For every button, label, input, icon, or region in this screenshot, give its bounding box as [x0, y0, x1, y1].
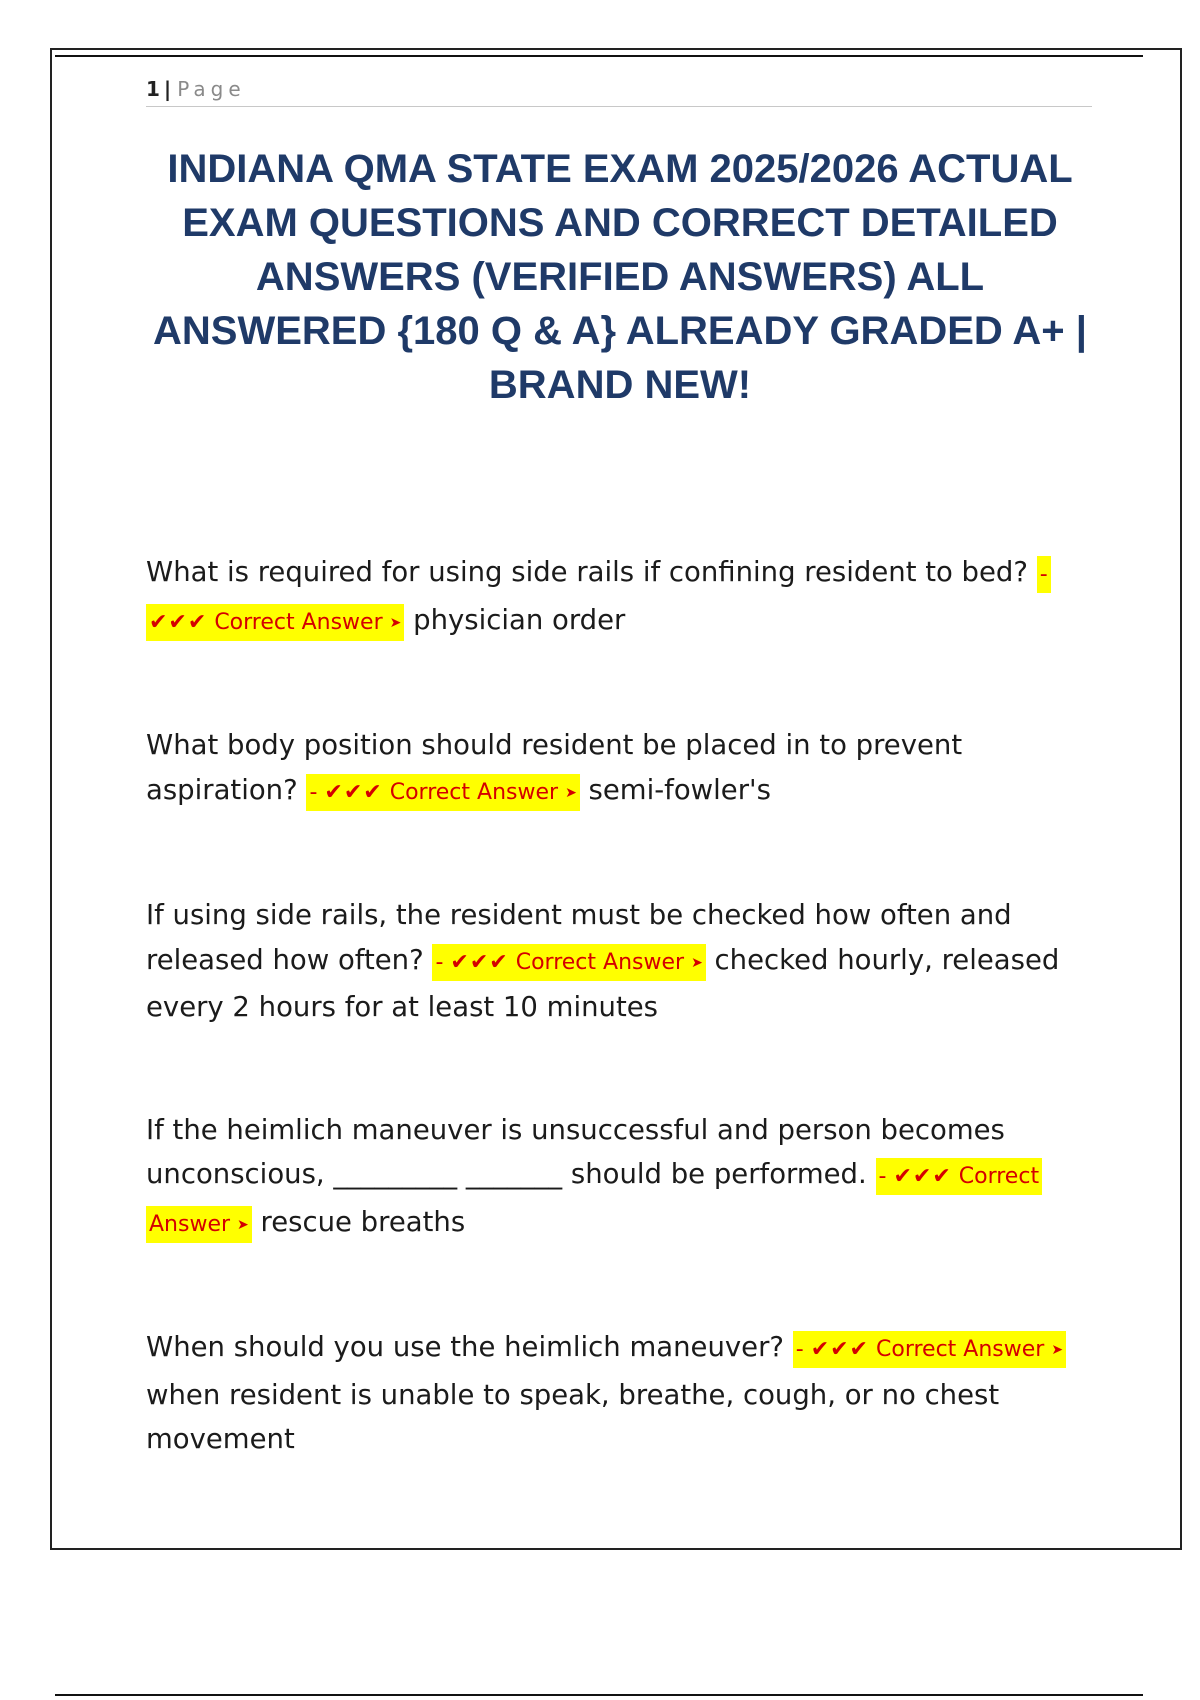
page-number: 1 [146, 77, 160, 101]
qa-item [146, 550, 1096, 645]
correct-answer-marker [793, 1331, 1066, 1368]
answer-text: physician order [413, 603, 626, 636]
page-header [146, 72, 1092, 107]
answer-text: checked hourly, released every 2 hours for at least 10 minutes [146, 943, 1060, 1023]
checkmarks-icon: ✔✔✔ [893, 1164, 952, 1189]
top-rule [55, 55, 1143, 57]
arrow-icon: ➤ [237, 1216, 249, 1233]
page-separator: | [163, 77, 172, 101]
question-text: What is required for using side rails if confining resident to bed? [146, 556, 1028, 588]
arrow-icon: ➤ [1051, 1341, 1064, 1358]
marker-dash: - [878, 1164, 887, 1189]
document-title: INDIANA QMA STATE EXAM 2025/2026 ACTUAL EXAM QUESTIONS AND CORRECT DETAILED ANSWERS (VERIFIED ANSWERS) ALL ANSWERED {180 Q & A} ALREADY GRADED A+ | BRAND NEW! [153, 147, 1087, 407]
correct-answer-marker [432, 944, 705, 981]
question-text: What body position should resident be placed in to prevent aspiration? [146, 729, 963, 806]
marker-label: Correct Answer [515, 949, 685, 975]
checkmarks-icon: ✔✔✔ [324, 779, 383, 805]
marker-label: Correct Answer [876, 1337, 1045, 1362]
marker-label: Correct Answer [214, 609, 383, 635]
qa-list [146, 550, 1096, 1462]
bottom-rule [55, 1694, 1143, 1696]
page-label: Page [177, 77, 246, 101]
marker-label: Correct Answer [149, 1164, 1040, 1237]
answer-text: when resident is unable to speak, breathe, cough, or no chest movement [146, 1378, 1000, 1455]
qa-item [146, 1108, 1096, 1248]
answer-text: semi-fowler's [588, 773, 771, 806]
question-text: If using side rails, the resident must be checked how often and released how often? [146, 899, 1012, 976]
checkmarks-icon: ✔✔✔ [149, 609, 208, 635]
correct-answer-marker [306, 774, 579, 811]
question-text: If the heimlich maneuver is unsuccessful and person becomes unconscious, _________ _______ should be performed. [146, 1113, 1005, 1190]
qa-item [146, 723, 1096, 815]
arrow-icon: ➤ [389, 614, 402, 631]
arrow-icon: ➤ [691, 954, 703, 971]
checkmarks-icon: ✔✔✔ [810, 1337, 869, 1362]
qa-item [146, 1325, 1096, 1462]
marker-label: Correct Answer [389, 779, 559, 805]
answer-text: rescue breaths [260, 1205, 466, 1238]
marker-dash: - [435, 949, 444, 975]
marker-dash: - [1039, 562, 1048, 587]
marker-dash: - [795, 1337, 804, 1362]
question-text: When should you use the heimlich maneuver? [146, 1331, 784, 1363]
arrow-icon: ➤ [565, 784, 577, 801]
checkmarks-icon: ✔✔✔ [450, 949, 509, 975]
marker-dash: - [309, 779, 318, 805]
qa-item [146, 893, 1096, 1030]
